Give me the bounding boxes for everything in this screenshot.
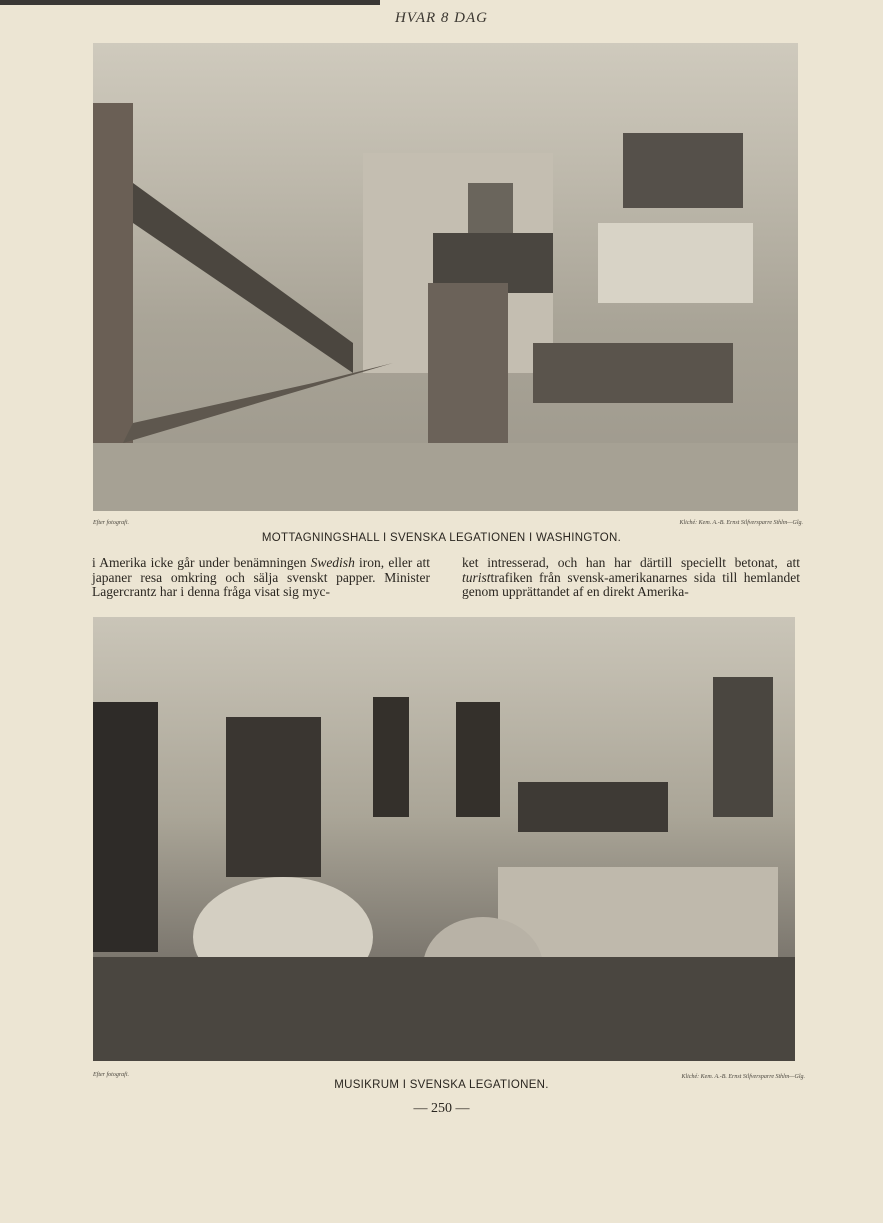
- scan-edge: [0, 0, 380, 5]
- photo-credit-left: Efter fotografi.: [93, 1072, 129, 1078]
- text-column-right: ket intresserad, och han har därtill speciellt betonat, att turisttrafiken från svensk-amerikanarnes sida till hemlandet genom upprättandet af en direkt Amerika-: [462, 555, 800, 599]
- running-header: HVAR 8 DAG: [394, 10, 489, 26]
- text-column-left: i Amerika icke går under benämningen Swedish iron, eller att japaner resa omkring och sälja svenskt papper. Minister Lagercrantz har i denna fråga visat sig myc-: [92, 555, 430, 599]
- photo-credit-right: Kliché: Kem. A.-B. Ernst Silfversparre Sthlm—Glg.: [681, 1074, 805, 1080]
- photo-credit-right: Kliché: Kem. A.-B. Ernst Silfversparre Sthlm—Glg.: [679, 520, 803, 526]
- photo-credit-left: Efter fotografi.: [93, 520, 129, 526]
- photo-reception-hall: [93, 43, 798, 511]
- photo-music-room: [93, 617, 795, 1061]
- page-number: — 250 —: [413, 1101, 470, 1116]
- figure-caption: MUSIKRUM I SVENSKA LEGATIONEN.: [334, 1079, 549, 1091]
- figure-caption: MOTTAGNINGSHALL I SVENSKA LEGATIONEN I WASHINGTON.: [261, 532, 622, 544]
